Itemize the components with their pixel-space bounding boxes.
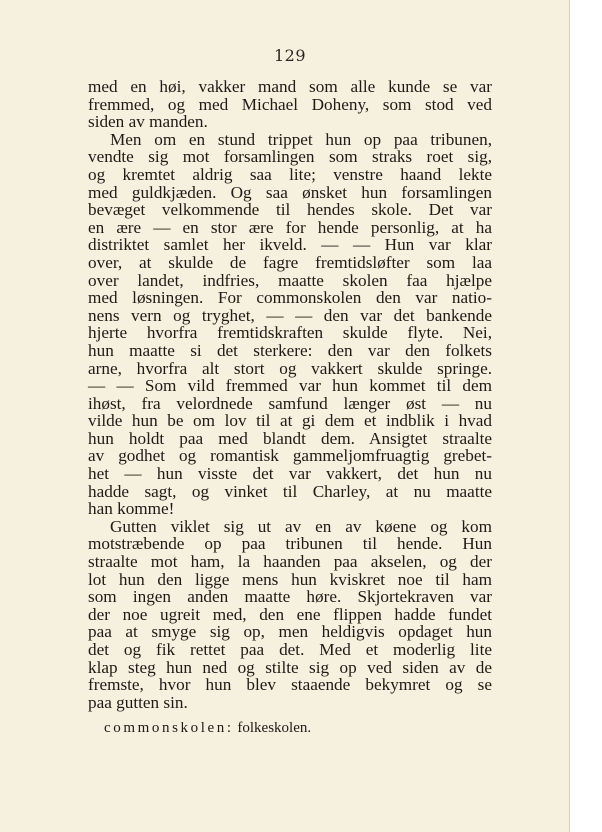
text-line: han komme! xyxy=(88,499,175,519)
text-line: bevæget velkommende til hendes skole. Det var xyxy=(88,200,492,220)
text-line: siden av manden. xyxy=(88,112,208,132)
text-line: fremste, hvor hun blev staaende bekymret og se xyxy=(88,675,492,695)
text-line: vilde hun be om lov til at gi dem et indblik i hvad xyxy=(88,411,492,431)
text-line: med løsningen. For commonskolen den var natio- xyxy=(88,288,492,308)
text-line: paa gutten sin. xyxy=(88,692,188,712)
text-line: en ære — en stor ære for hende personlig, at ha xyxy=(88,217,492,237)
text-line: der noe ugreit med, den ene flippen hadde fundet xyxy=(88,604,492,624)
text-line: distriktet samlet her ikveld. — — Hun var klar xyxy=(88,235,492,255)
text-line: straalte mot ham, la haanden paa akselen, og der xyxy=(88,552,492,572)
text-line: arne, hvorfra alt stort og vakkert skulde springe. xyxy=(88,358,492,378)
text-line: motstræbende op paa tribunen til hende. Hun xyxy=(88,534,492,554)
text-line: lot hun den ligge mens hun kviskret noe til ham xyxy=(88,569,492,589)
text-line: hun holdt paa med blandt dem. Ansigtet straalte xyxy=(88,428,492,448)
page-number: 129 xyxy=(273,46,307,65)
text-line: het — hun visste det var vakkert, det hun nu xyxy=(88,464,492,484)
text-line: vendte sig mot forsamlingen som straks roet sig, xyxy=(88,147,492,167)
text-line: av godhet og romantisk gammeljomfruagtig grebet- xyxy=(88,446,492,466)
body-text xyxy=(88,78,492,711)
text-line: hjerte hvorfra fremtidskraften skulde flyte. Nei, xyxy=(88,323,492,343)
text-line: paa at smyge sig op, men heldigvis opdaget hun xyxy=(88,622,492,642)
text-line: som ingen anden maatte høre. Skjortekraven var xyxy=(88,587,492,607)
text-line: nens vern og tryghet, — — den var det bankende xyxy=(88,305,492,325)
page-margin-edge xyxy=(570,0,602,832)
footnote-term: commonskolen: xyxy=(104,720,234,736)
text-line: med en høi, vakker mand som alle kunde se var xyxy=(88,77,492,96)
text-line: klap steg hun ned og stilte sig op ved siden av de xyxy=(88,657,492,677)
text-line: Gutten viklet sig ut av en av køene og kom xyxy=(110,516,492,536)
text-line: hun maatte si det sterkere: den var den folkets xyxy=(88,340,492,360)
text-line: over, at skulde de fagre fremtidsløfter som laa xyxy=(88,252,492,272)
text-line: og kremtet aldrig saa lite; venstre haand lekte xyxy=(88,164,492,184)
text-line: hadde sagt, og vinket til Charley, at nu maatte xyxy=(88,481,492,501)
text-line: over landet, indfries, maatte skolen faa hjælpe xyxy=(88,270,492,290)
footnote xyxy=(104,720,311,737)
footnote-definition: folkeskolen. xyxy=(237,720,312,736)
text-line: fremmed, og med Michael Doheny, som stod ved xyxy=(88,94,492,114)
text-line: Men om en stund trippet hun op paa tribunen, xyxy=(110,129,492,149)
text-line: med guldkjæden. Og saa ønsket hun forsamlingen xyxy=(88,182,492,202)
text-line: det og fik rettet paa det. Med et moderlig lite xyxy=(88,640,492,659)
text-line: — — Som vild fremmed var hun kommet til dem xyxy=(88,376,492,396)
text-line: ihøst, fra velordnede samfund længer øst — nu xyxy=(88,393,492,413)
